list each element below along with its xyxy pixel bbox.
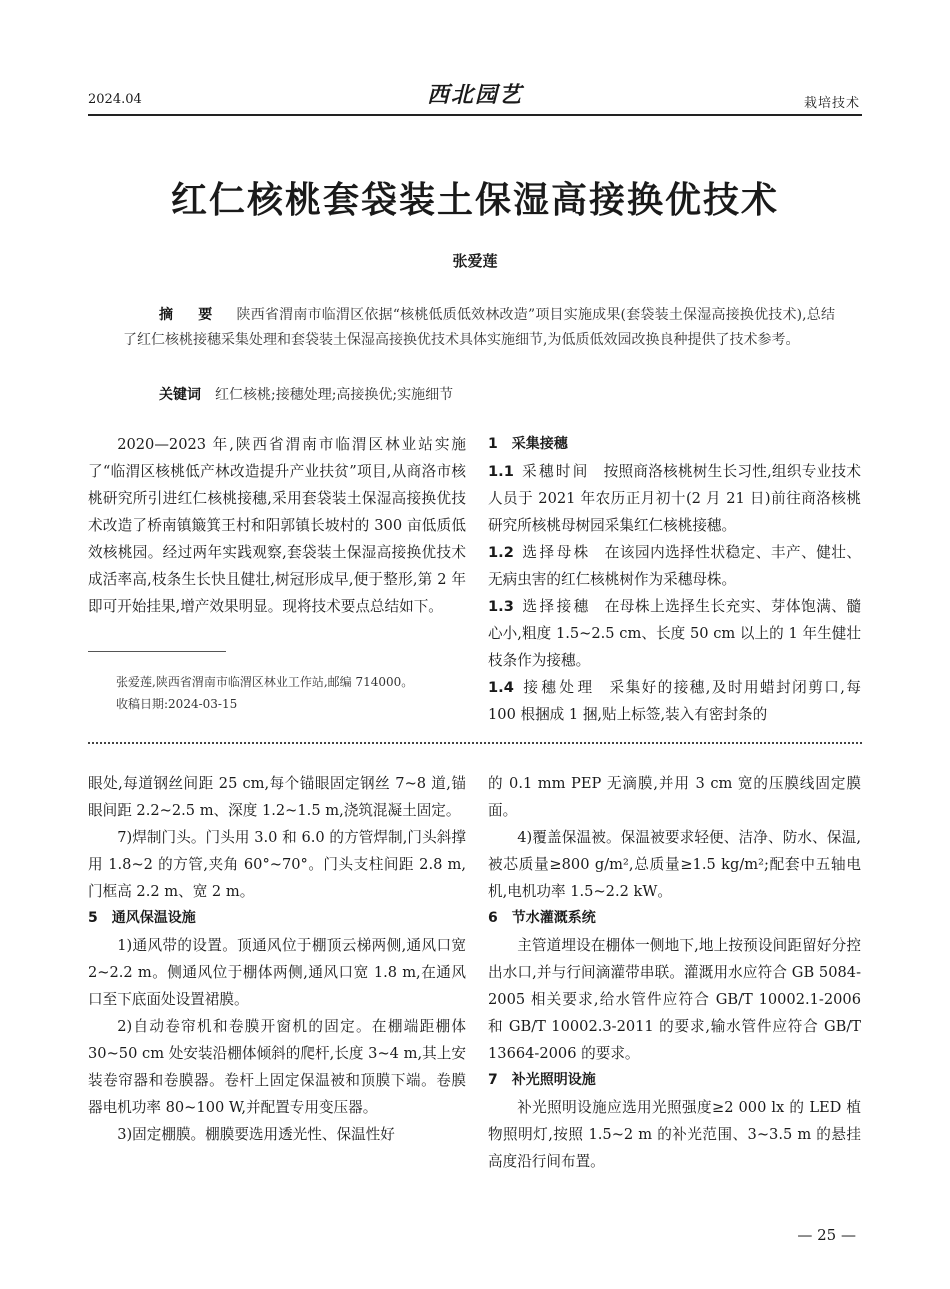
section6-number: 6 <box>488 910 498 926</box>
lower-left-column <box>88 770 466 1148</box>
paragraph-film-fixing: 3)固定棚膜。棚膜要选用透光性、保温性好 <box>117 1126 395 1143</box>
header-rule <box>88 114 862 116</box>
paragraph-ventilation: 1)通风带的设置。顶通风位于棚顶云梯两侧,通风口宽 2~2.2 m。侧通风位于棚体两侧,通风口宽 1.8 m,在通风口至下底面处设置裙膜。 <box>88 937 466 1008</box>
article-title: 红仁核桃套袋装土保湿高接换优技术 <box>170 180 779 221</box>
subsection-1-4 <box>488 674 861 728</box>
paragraph-irrigation: 主管道埋设在棚体一侧地下,地上按预设间距留好分控出水口,并与行间滴灌带串联。灌溉用水应符合 GB 5084-2005 相关要求,给水管件应符合 GB/T 10002.1-2006 和 GB/T 10002.3-2011 的要求,输水管件应符合 GB/T 13664-2006 的要求。 <box>488 937 861 1062</box>
subsection-text: 按照商洛核桃树生长习性,组织专业技术人员于 2021 年农历正月初十(2 月 21 日)前往商洛核桃研究所核桃母树园采集红仁核桃接穗。 <box>488 463 861 534</box>
keywords-label: 关键词 <box>159 387 201 403</box>
paragraph-roller-machine: 2)自动卷帘机和卷膜开窗机的固定。在棚端距棚体 30~50 cm 处安装沿棚体倾斜的爬杆,长度 3~4 m,其上安装卷帘器和卷膜器。卷杆上固定保温被和顶膜下端。卷膜器电机功率 80~100 W,并配置专用变压器。 <box>88 1018 466 1116</box>
paragraph-film-continued: 的 0.1 mm PEP 无滴膜,并用 3 cm 宽的压膜线固定膜面。 <box>488 775 861 819</box>
subsection-text: 在母株上选择生长充实、芽体饱满、髓心小,粗度 1.5~2.5 cm、长度 50 cm 以上的 1 年生健壮枝条作为接穗。 <box>488 598 861 669</box>
section1-column <box>488 431 861 728</box>
paragraph-door-welding: 7)焊制门头。门头用 3.0 和 6.0 的方管焊制,门头斜撑用 1.8~2 的方管,夹角 60°~70°。门头支柱间距 2.8 m,门框高 2.2 m、宽 2 m。 <box>88 829 466 900</box>
section-name: 栽培技术 <box>803 96 860 111</box>
article-author: 张爱莲 <box>452 252 498 270</box>
paragraph-insulation-quilt: 4)覆盖保温被。保温被要求轻便、洁净、防水、保温,被芯质量≥800 g/m²,总质量≥1.5 kg/m²;配套中五轴电机,电机功率 1.5~2.2 kW。 <box>488 829 861 900</box>
subsection-text: 采集好的接穗,及时用蜡封闭剪口,每 100 根捆成 1 捆,贴上标签,装入有密封条的 <box>488 679 861 723</box>
subsection-1-2 <box>488 539 861 593</box>
subsection-title: 接穗处理 <box>521 679 596 696</box>
subsection-1-1 <box>488 458 861 539</box>
abstract-label: 摘 要 <box>159 307 223 323</box>
section7-number: 7 <box>488 1072 498 1088</box>
subsection-title: 选择母株 <box>521 544 591 561</box>
section1-number: 1 <box>488 436 498 452</box>
section5-heading <box>88 905 466 932</box>
subsection-number: 1.4 <box>488 679 514 696</box>
abstract-text: 陕西省渭南市临渭区依据“核桃低质低效林改造”项目实施成果(套袋装土保湿高接换优技术),总结了红仁核桃接穗采集处理和套袋装土保湿高接换优技术具体实施细节,为低质低效园改换良种提供了技术参考。 <box>123 307 836 348</box>
intro-paragraph: 2020—2023 年,陕西省渭南市临渭区林业站实施了“临渭区核桃低产林改造提升产业扶贫”项目,从商洛市核桃研究所引进红仁核桃接穗,采用套袋装土保湿高接换优技术改造了桥南镇簸箕王村和阳郭镇长坡村的 300 亩低质低效核桃园。经过两年实践观察,套袋装土保湿高接换优技术成活率高,枝条生长快且健壮,树冠形成早,便于整形,第 2 年即可开始挂果,增产效果明显。现将技术要点总结如下。 <box>88 436 466 615</box>
subsection-number: 1.3 <box>488 598 514 615</box>
section6-title: 节水灌溉系统 <box>511 910 596 926</box>
footnote <box>116 671 413 715</box>
section1-title: 采集接穗 <box>511 436 568 452</box>
section5-number: 5 <box>88 910 98 926</box>
subsection-1-3 <box>488 593 861 674</box>
section6-heading <box>488 905 861 932</box>
issue-date: 2024.04 <box>88 92 142 107</box>
subsection-number: 1.2 <box>488 544 514 561</box>
paragraph-anchor-holes: 眼处,每道钢丝间距 25 cm,每个锚眼固定钢丝 7~8 道,锚眼间距 2.2~2.5 m、深度 1.2~1.5 m,浇筑混凝土固定。 <box>88 775 466 819</box>
keywords <box>123 383 835 408</box>
section1-heading <box>488 431 861 458</box>
footnote-received-date: 收稿日期:2024-03-15 <box>116 697 238 711</box>
footnote-rule <box>88 651 226 652</box>
section7-title: 补光照明设施 <box>511 1072 596 1088</box>
keywords-text: 红仁核桃;接穗处理;高接换优;实施细节 <box>215 387 454 403</box>
lower-right-column <box>488 770 861 1175</box>
section5-title: 通风保温设施 <box>111 910 196 926</box>
article-divider <box>88 742 862 744</box>
footnote-author-info: 张爱莲,陕西省渭南市临渭区林业工作站,邮编 714000。 <box>116 675 414 689</box>
abstract <box>123 303 835 353</box>
subsection-text: 在该园内选择性状稳定、丰产、健壮、无病虫害的红仁核桃树作为采穗母株。 <box>488 544 861 588</box>
paragraph-lighting: 补光照明设施应选用光照强度≥2 000 lx 的 LED 植物照明灯,按照 1.5~2 m 的补光范围、3~3.5 m 的悬挂高度沿行间布置。 <box>488 1099 861 1170</box>
subsection-number: 1.1 <box>488 463 514 480</box>
journal-logo: 西北园艺 <box>426 82 523 108</box>
section7-heading <box>488 1067 861 1094</box>
subsection-title: 选择接穗 <box>521 598 591 615</box>
subsection-title: 采穗时间 <box>521 463 590 480</box>
intro-column <box>88 431 466 620</box>
page-number: — 25 — <box>797 1226 856 1244</box>
